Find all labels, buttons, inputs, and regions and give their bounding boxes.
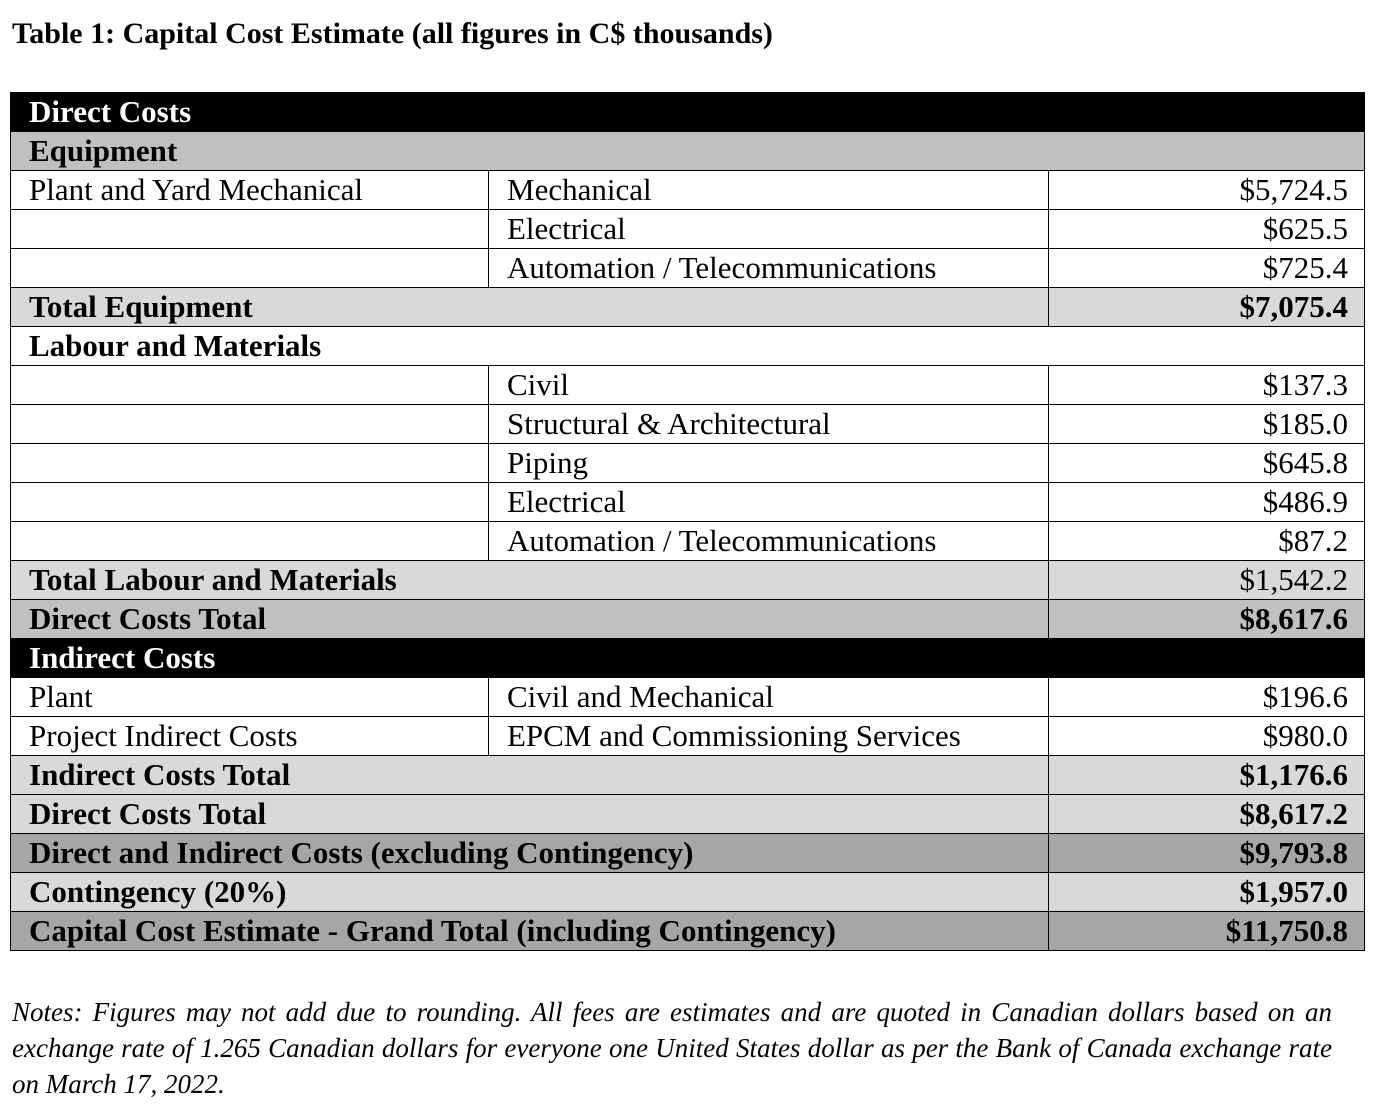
- value-cell: $87.2: [1049, 522, 1365, 561]
- value-cell: $486.9: [1049, 483, 1365, 522]
- item-cell: Electrical: [489, 483, 1049, 522]
- table-row: [11, 210, 1365, 249]
- value-cell: $980.0: [1049, 717, 1365, 756]
- table-row: [11, 483, 1365, 522]
- table-row: [11, 678, 1365, 717]
- section-label: Indirect Costs: [11, 639, 1365, 678]
- grand-total-row: [11, 912, 1365, 951]
- value-cell: $5,724.5: [1049, 171, 1365, 210]
- item-cell: Electrical: [489, 210, 1049, 249]
- total-value: $1,542.2: [1049, 561, 1365, 600]
- value-cell: $625.5: [1049, 210, 1365, 249]
- table-row: [11, 366, 1365, 405]
- group-label: Labour and Materials: [11, 327, 1365, 366]
- table-notes: Notes: Figures may not add due to rounding. All fees are estimates and are quoted in Canadian dollars based on an exchange rate of 1.265 Canadian dollars for everyone one United States dollar as per the Bank of Canada exchange rate on March 17, 2022.: [12, 997, 1332, 1099]
- capital-cost-table: [10, 92, 1365, 951]
- section-header-indirect-costs: [11, 639, 1365, 678]
- table-row: [11, 249, 1365, 288]
- total-value: $8,617.6: [1049, 600, 1365, 639]
- value-cell: $137.3: [1049, 366, 1365, 405]
- total-label: Indirect Costs Total: [11, 756, 1049, 795]
- category-cell: Project Indirect Costs: [11, 717, 489, 756]
- value-cell: $645.8: [1049, 444, 1365, 483]
- item-cell: Civil: [489, 366, 1049, 405]
- item-cell: Piping: [489, 444, 1049, 483]
- table-row: [11, 171, 1365, 210]
- direct-indirect-costs-row: [11, 834, 1365, 873]
- item-cell: EPCM and Commissioning Services: [489, 717, 1049, 756]
- total-label: Contingency (20%): [11, 873, 1049, 912]
- category-cell: [11, 444, 489, 483]
- category-cell: Plant: [11, 678, 489, 717]
- category-cell: [11, 405, 489, 444]
- value-cell: $196.6: [1049, 678, 1365, 717]
- item-cell: Automation / Telecommunications: [489, 249, 1049, 288]
- total-label: Direct and Indirect Costs (excluding Contingency): [11, 834, 1049, 873]
- table-row: [11, 405, 1365, 444]
- direct-costs-total-row-2: [11, 795, 1365, 834]
- value-cell: $185.0: [1049, 405, 1365, 444]
- total-label: Direct Costs Total: [11, 795, 1049, 834]
- table-row: [11, 522, 1365, 561]
- category-cell: Plant and Yard Mechanical: [11, 171, 489, 210]
- category-cell: [11, 522, 489, 561]
- table-row: [11, 717, 1365, 756]
- group-header-labour-materials: [11, 327, 1365, 366]
- total-label: Direct Costs Total: [11, 600, 1049, 639]
- contingency-row: [11, 873, 1365, 912]
- total-value: $8,617.2: [1049, 795, 1365, 834]
- category-cell: [11, 249, 489, 288]
- group-header-equipment: [11, 132, 1365, 171]
- total-value: $11,750.8: [1049, 912, 1365, 951]
- table-title: Table 1: Capital Cost Estimate (all figures in C$ thousands): [12, 17, 773, 50]
- section-header-direct-costs: [11, 93, 1365, 132]
- item-cell: Mechanical: [489, 171, 1049, 210]
- item-cell: Structural & Architectural: [489, 405, 1049, 444]
- table-row: [11, 444, 1365, 483]
- category-cell: [11, 210, 489, 249]
- total-value: $1,957.0: [1049, 873, 1365, 912]
- total-value: $1,176.6: [1049, 756, 1365, 795]
- total-value: $9,793.8: [1049, 834, 1365, 873]
- direct-costs-total-row: [11, 600, 1365, 639]
- category-cell: [11, 366, 489, 405]
- category-cell: [11, 483, 489, 522]
- indirect-costs-total-row: [11, 756, 1365, 795]
- total-labour-materials-row: [11, 561, 1365, 600]
- total-value: $7,075.4: [1049, 288, 1365, 327]
- value-cell: $725.4: [1049, 249, 1365, 288]
- total-label: Capital Cost Estimate - Grand Total (including Contingency): [11, 912, 1049, 951]
- group-label: Equipment: [11, 132, 1365, 171]
- section-label: Direct Costs: [11, 93, 1365, 132]
- total-label: Total Equipment: [11, 288, 1049, 327]
- item-cell: Automation / Telecommunications: [489, 522, 1049, 561]
- item-cell: Civil and Mechanical: [489, 678, 1049, 717]
- total-label: Total Labour and Materials: [11, 561, 1049, 600]
- total-equipment-row: [11, 288, 1365, 327]
